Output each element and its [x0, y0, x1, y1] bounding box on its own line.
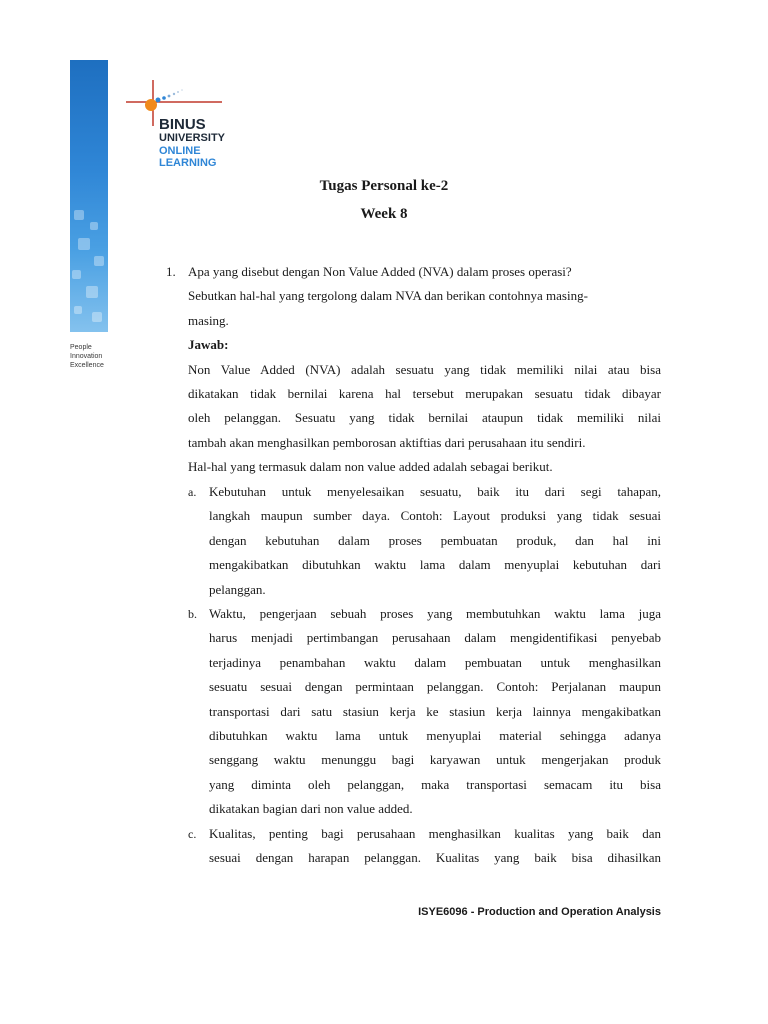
list-item-line: Waktu, pengerjaan sebuah proses yang membutuhkan waktu lama juga [209, 606, 661, 621]
list-item-line: Kebutuhan untuk menyelesaikan sesuatu, baik itu dari segi tahapan, [209, 484, 661, 499]
answer-intro-line: oleh pelanggan. Sesuatu yang tidak bernilai ataupun tidak memiliki nilai [188, 410, 661, 426]
question-line: masing. [188, 312, 229, 328]
question-line: Sebutkan hal-hal yang tergolong dalam NVA dan berikan contohnya masing- [188, 288, 588, 304]
list-item-marker: a. [188, 485, 197, 499]
logo-wordmark [159, 117, 225, 170]
page-footer-course: ISYE6096 - Production and Operation Analysis [418, 906, 661, 918]
list-item-line: harus menjadi pertimbangan perusahaan dalam mengidentifikasi penyebab [209, 630, 661, 646]
list-item-marker: c. [188, 827, 197, 841]
brand-tagline [70, 343, 130, 370]
answer-intro-line: Non Value Added (NVA) adalah sesuatu yang tidak memiliki nilai atau bisa [188, 361, 661, 377]
list-item-line: langkah maupun sumber daya. Contoh: Layout produksi yang tidak sesuai [209, 508, 661, 524]
document-title: Tugas Personal ke-2 [319, 178, 449, 194]
list-item-c [209, 822, 661, 871]
answer-intro-line: tambah akan menghasilkan pemborosan aktiftias dari perusahaan itu sendiri. [188, 434, 586, 450]
tagline-line: Excellence [70, 362, 104, 369]
logo-line: ONLINE [159, 144, 201, 157]
question-line: Apa yang disebut dengan Non Value Added (NVA) dalam proses operasi? [188, 264, 572, 279]
document-subtitle: Week 8 [360, 206, 408, 222]
question-text [188, 260, 661, 480]
list-item-marker: b. [188, 607, 197, 621]
list-item-line: dikatakan bagian dari non value added. [209, 801, 413, 817]
list-item-line: senggang waktu menunggu bagi karyawan untuk mengerjakan produk [209, 752, 661, 768]
answer-intro-line: dikatakan tidak bernilai karena hal tersebut merupakan sesuatu tidak dibayar [188, 385, 661, 401]
list-item-line: dengan kebutuhan dalam proses pembuatan produk, dan hal ini [209, 532, 661, 548]
list-item-line: Kualitas, penting bagi perusahaan menghasilkan kualitas yang baik dan [209, 826, 661, 841]
answer-label: Jawab: [188, 337, 229, 353]
logo-line: LEARNING [159, 157, 217, 169]
list-item-line: pelanggan. [209, 581, 266, 597]
list-item-line: terjadinya penambahan waktu dalam pembuatan untuk menghasilkan [209, 654, 661, 670]
tagline-line: People [70, 344, 92, 351]
answer-intro-line: Hal-hal yang termasuk dalam non value added adalah sebagai berikut. [188, 459, 553, 475]
logo-line: BINUS [159, 116, 206, 133]
list-item-line: sesuai dengan harapan pelanggan. Kualitas yang baik bisa dihasilkan [209, 850, 661, 866]
list-item-line: mengakibatkan dibutuhkan waktu lama dalam menyuplai kebutuhan dari [209, 557, 661, 573]
list-item-b [209, 602, 661, 822]
tagline-line: Innovation [70, 353, 103, 360]
list-item-line: dibutuhkan waktu lama untuk menyuplai material sehingga adanya [209, 727, 661, 743]
brand-side-band [70, 60, 108, 332]
list-item-line: sesuatu sesuai dengan permintaan pelanggan. Contoh: Perjalanan maupun [209, 679, 661, 695]
question-number: 1. [166, 264, 176, 279]
list-item-a [209, 480, 661, 602]
list-item-line: yang diminta oleh pelanggan, maka transportasi semacam itu bisa [209, 776, 661, 792]
logo-line: UNIVERSITY [159, 132, 226, 144]
list-item-line: transportasi dari satu stasiun kerja ke stasiun kerja lainnya mengakibatkan [209, 703, 661, 719]
